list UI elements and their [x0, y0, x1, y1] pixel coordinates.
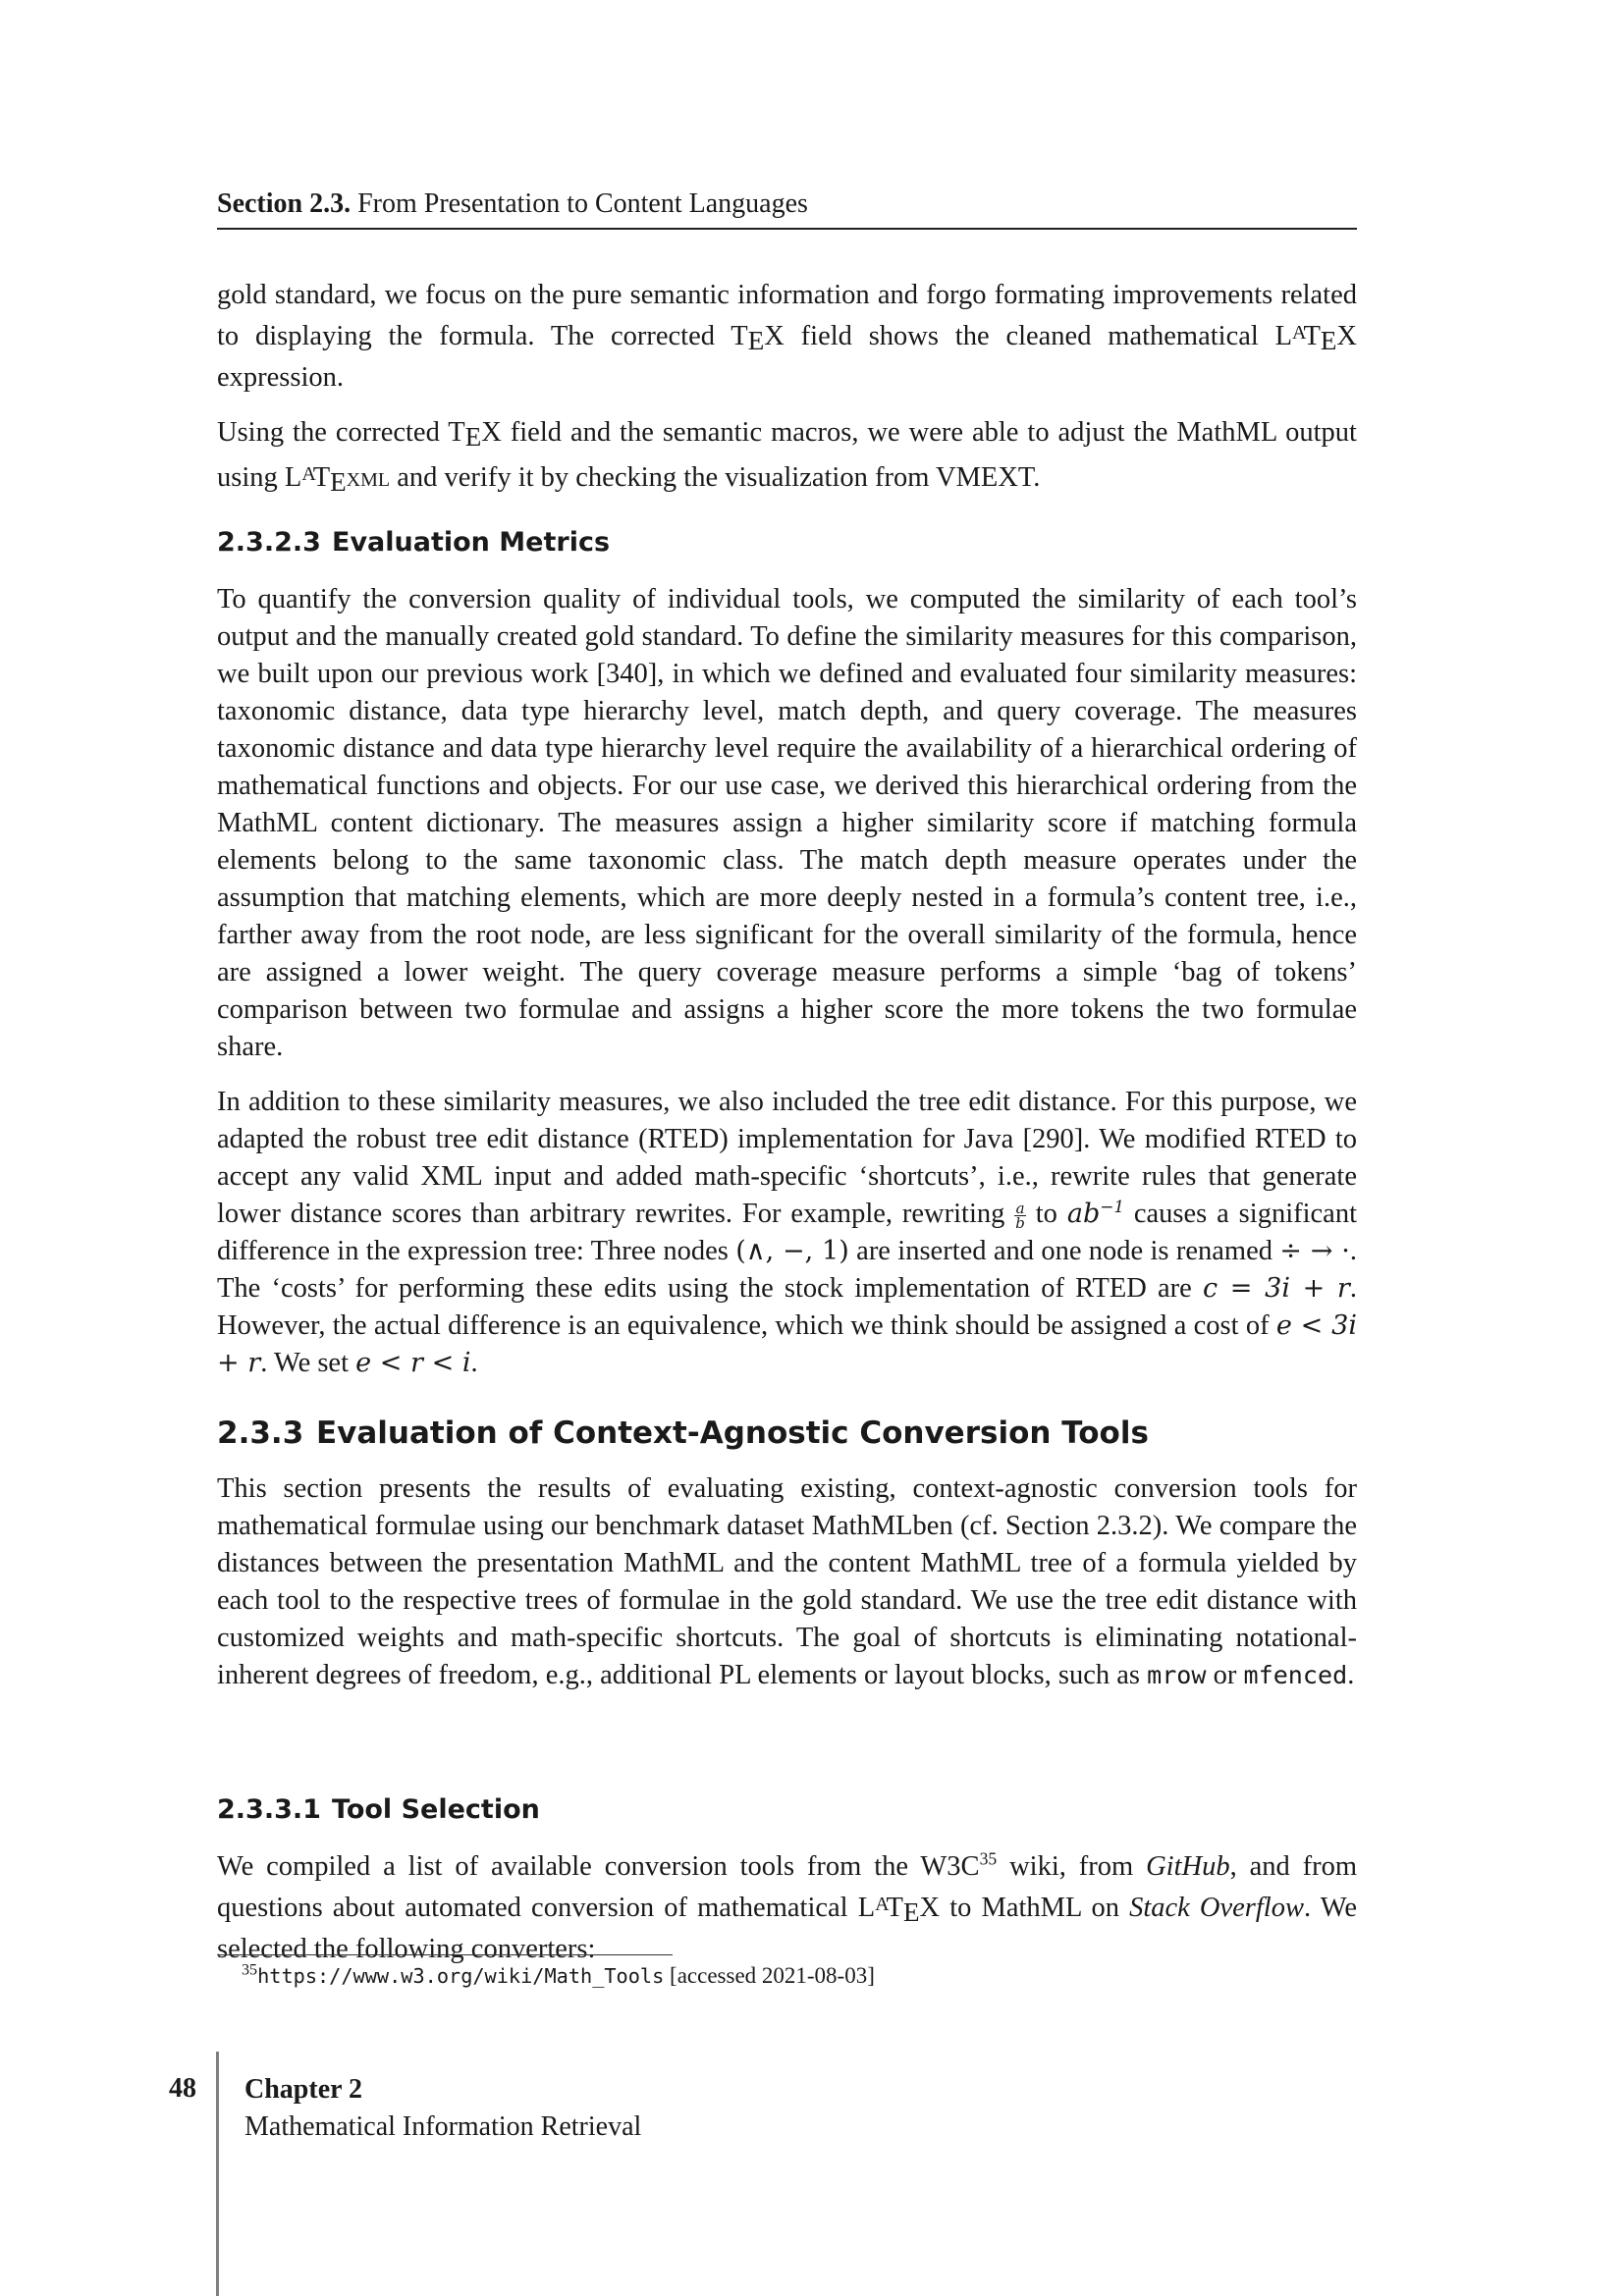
tex-logo: TEX	[731, 321, 785, 355]
code-mrow: mrow	[1147, 1661, 1207, 1689]
fraction-a-over-b: $\frac{a}{b}$	[1015, 1199, 1025, 1232]
running-header-section-label: Section 2.3.	[217, 188, 352, 219]
body-block-1	[217, 277, 1357, 518]
tex-logo: TEX	[448, 417, 502, 452]
footnote-accessed: [accessed 2021-08-03]	[664, 1963, 875, 1988]
latex-logo: $L^ATEX$	[857, 1893, 941, 1927]
footnote-mark: 35	[242, 1961, 258, 1979]
paragraph-3: To quantify the conversion quality of individual tools, we computed the similarity of each tool’s output and the manually created gold standard. To define the similarity measures for this comparison, we built upon our previous work [340], in which we defined and evaluated four similarity measures: taxonomic distance, data type hierarchy level, match depth, and query coverage. The measures taxonomic distance and data type hierarchy level require the availability of a hierarchical ordering of mathematical functions and objects. For our use case, we derived this hierarchical ordering from the MathML content dictionary. The measures assign a higher similarity score if matching formula elements belong to the same taxonomic class. The match depth measure operates under the assumption that matching elements, which are more deeply nested in a formula’s content tree, i.e., farther away from the root node, are less significant for the overall similarity of the formula, hence are assigned a lower weight. The query coverage measure performs a simple ‘bag of tokens’ comparison between two formulae and assigns a higher score the more tokens the two formulae share.	[217, 584, 1357, 1062]
math-ab-inverse: $ab^{-1}$	[1066, 1196, 1124, 1229]
paragraph-6: We compiled a list of available conversion tools from the $W3C^{35}$ wiki, from GitHub, and from questions about automated conversion of mathematical $L^ATEX$ to MathML on Stack Overflow. We selected the following converters:	[217, 1848, 1357, 1964]
math-renamed: ÷ → ·	[1279, 1236, 1350, 1266]
paragraph-4: In addition to these similarity measures, we also included the tree edit distance. For this purpose, we adapted the robust tree edit distance (RTED) implementation for Java [290]. We modified RTED to accept any valid XML input and added math-specific ‘shortcuts’, i.e., rewrite rules that generate lower distance scores than arbitrary rewrites. For example, rewriting $\frac{a}{b}$ to $ab^{-1}$ causes a significant difference in the expression tree: Three nodes (∧, −, 1) are inserted and one node is renamed ÷ → ·. The ‘costs’ for performing these edits using the stock implementation of RTED are c = 3i + r. However, the actual difference is an equivalence, which we think should be assigned a cost of e < 3i + r. We set e < r < i.	[217, 1087, 1357, 1378]
page-number: 48	[169, 2073, 196, 2104]
running-header-section-title: From Presentation to Content Languages	[357, 188, 808, 219]
footer-bar	[216, 2052, 219, 2296]
term-stackoverflow: Stack Overflow	[1129, 1893, 1304, 1923]
paragraph-2: Using the corrected TEX field and the semantic macros, we were able to adjust the MathML output using $L^ATExml$ and verify it by checking the visualization from VMEXT.	[217, 417, 1357, 497]
math-set-e: e < r < i	[355, 1348, 471, 1378]
footer-chapter-title: Mathematical Information Retrieval	[244, 2111, 642, 2142]
code-mfenced: mfenced	[1243, 1661, 1348, 1689]
body-block-2	[217, 581, 1357, 1400]
footnote-url[interactable]: https://www.w3.org/wiki/Math_Tools	[257, 1964, 665, 1988]
footnote-ref[interactable]: 35	[979, 1848, 998, 1869]
body-block-3	[217, 1470, 1357, 1712]
heading-2-3-2-3: 2.3.2.3 Evaluation Metrics	[217, 527, 611, 558]
paragraph-5: This section presents the results of evaluating existing, context-agnostic conversion tools for mathematical formulae using our benchmark dataset MathMLben (cf. Section 2.3.2). We compare the distances between the presentation MathML and the content MathML tree of a formula yielded by each tool to the respective trees of formulae in the gold standard. We use the tree edit distance with customized weights and math-specific shortcuts. The goal of shortcuts is eliminating notational-inherent degrees of freedom, e.g., additional PL elements or layout blocks, such as mrow or mfenced.	[217, 1473, 1357, 1690]
latex-logo: $L^ATEX$	[1274, 321, 1357, 355]
heading-2-3-3: 2.3.3 Evaluation of Context-Agnostic Conversion Tools	[217, 1415, 1149, 1451]
footer-chapter-label: Chapter 2	[244, 2074, 363, 2105]
term-github: GitHub	[1146, 1851, 1230, 1882]
footer-chapter	[244, 2071, 641, 2146]
footnote-35	[242, 1961, 1322, 1991]
math-cost-c: c = 3i + r	[1202, 1273, 1350, 1304]
heading-2-3-3-1: 2.3.3.1 Tool Selection	[217, 1794, 540, 1825]
paragraph-1: gold standard, we focus on the pure semantic information and forgo formating improvements related to displaying the formula. The corrected TEX field shows the cleaned mathematical $L^ATEX$ expression.	[217, 280, 1357, 393]
footnote-rule	[217, 1954, 673, 1955]
math-nodes: (∧, −, 1)	[735, 1236, 849, 1266]
running-header	[217, 187, 1357, 230]
math-cost-e: e < 3i + r	[217, 1310, 1357, 1378]
latexml-logo: $L^ATExml$	[284, 462, 391, 497]
